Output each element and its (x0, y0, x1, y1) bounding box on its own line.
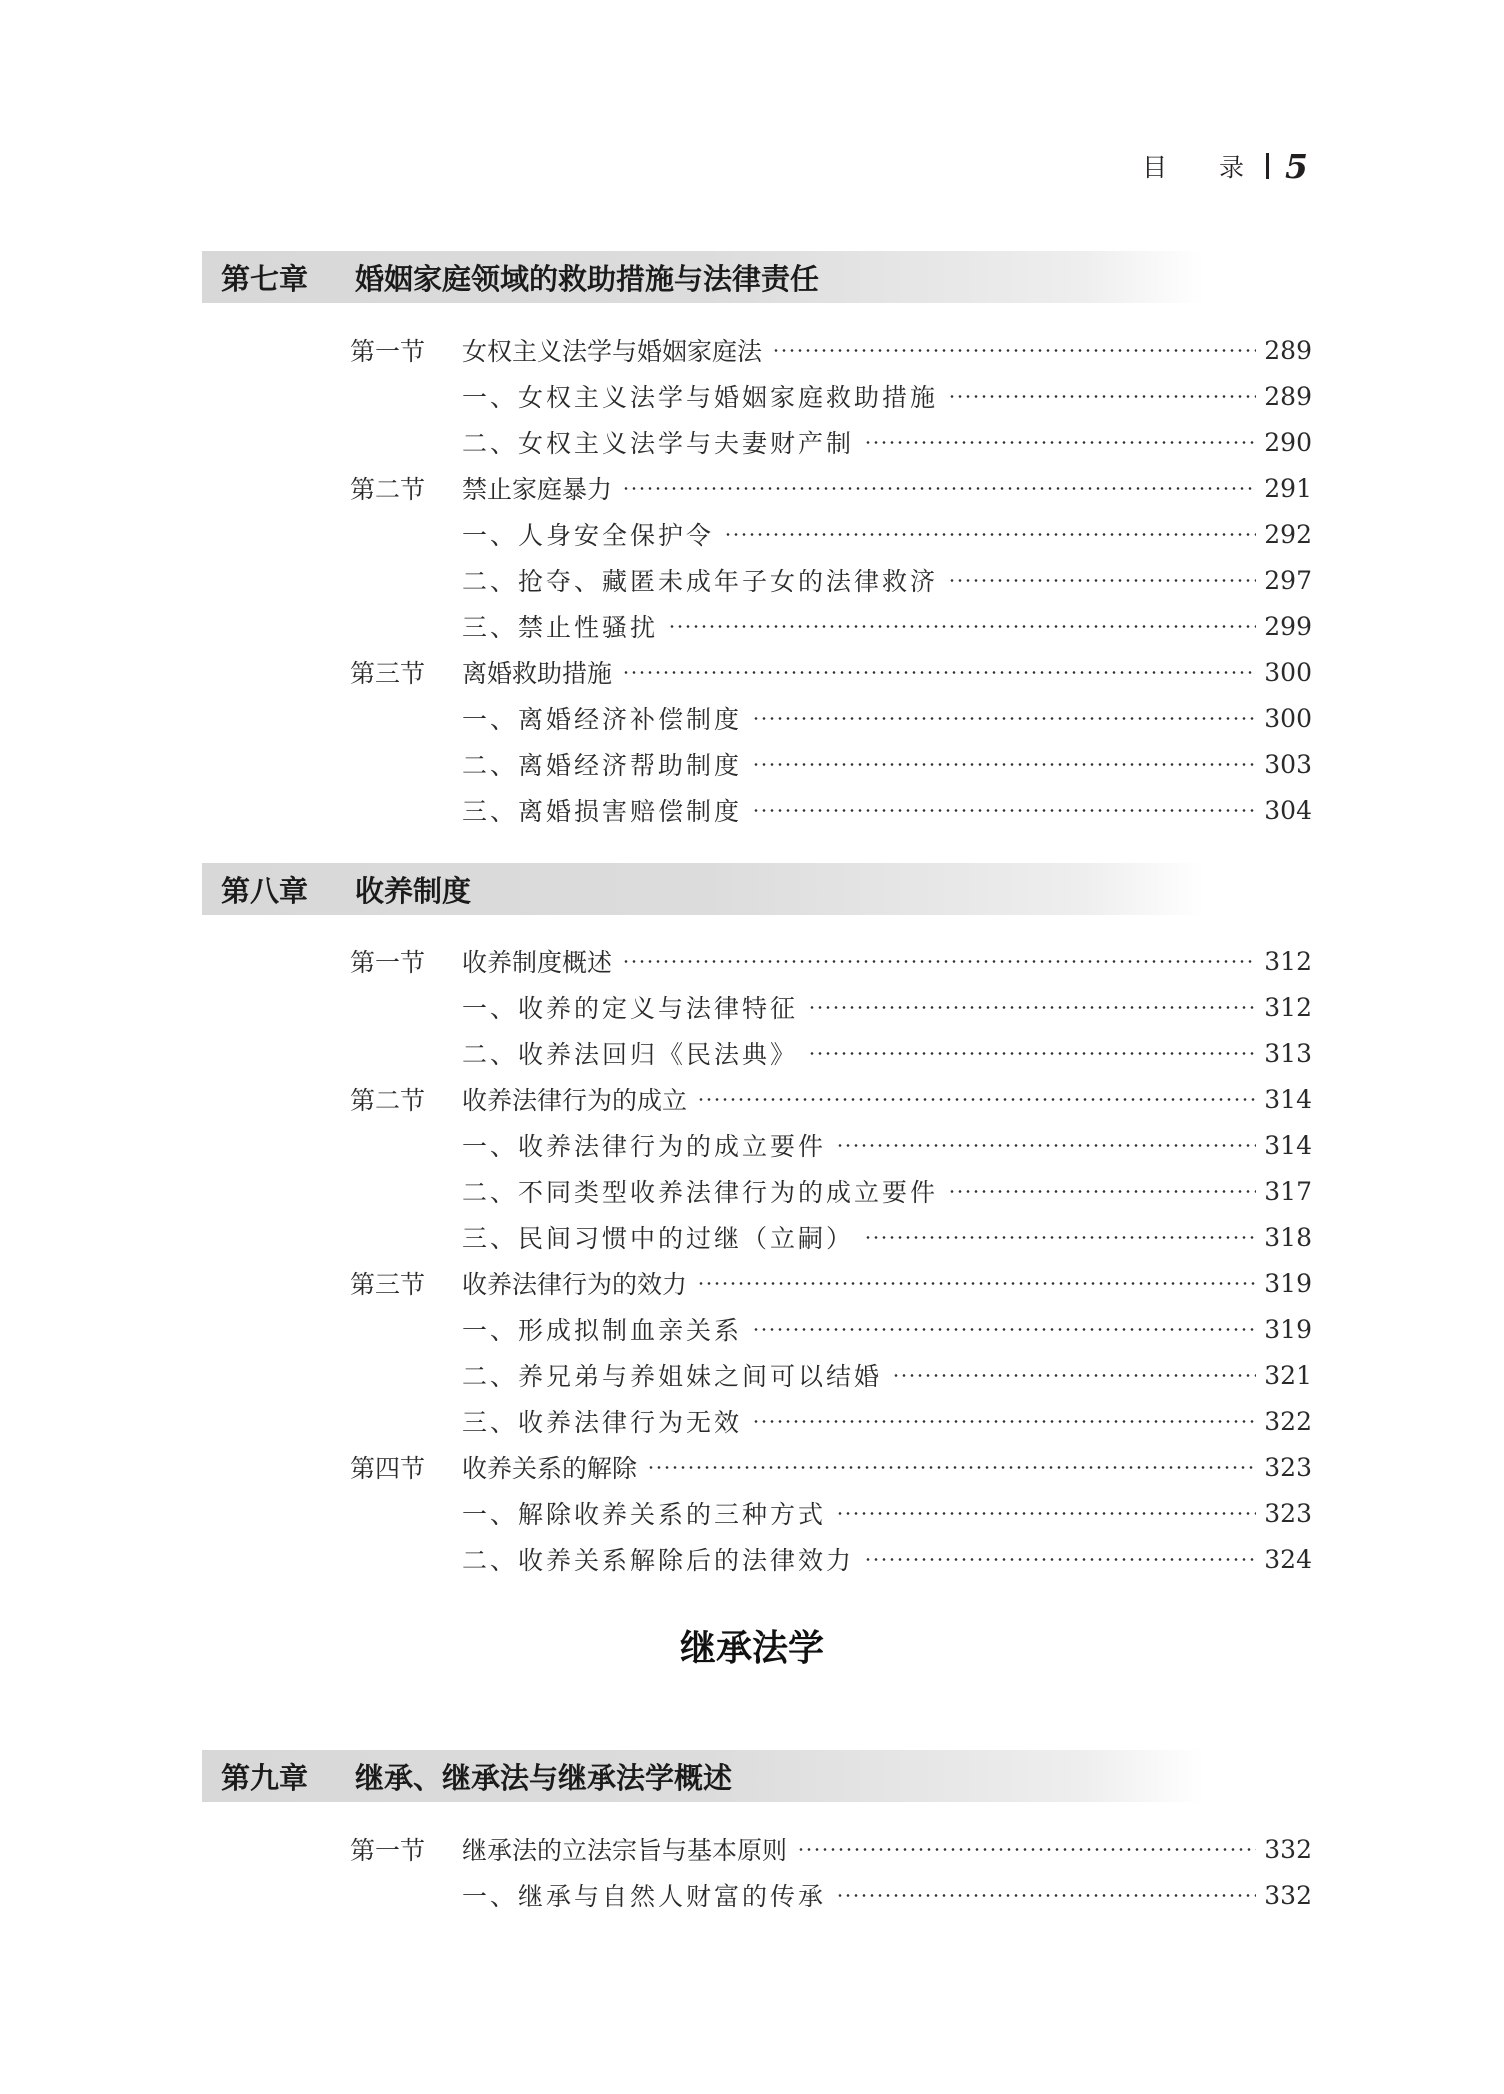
toc-item-entry[interactable] (462, 1171, 1312, 1211)
toc-section-entry[interactable] (350, 1447, 1312, 1487)
entry-title: 三、民间习惯中的过继（立嗣） (462, 1224, 855, 1253)
entry-page: 292 (1264, 519, 1312, 549)
entry-title: 离婚救助措施 (462, 659, 613, 688)
entry-title: 三、离婚损害赔偿制度 (462, 797, 743, 826)
section-label: 第一节 (350, 948, 426, 977)
entry-page: 312 (1264, 946, 1312, 976)
dot-leader (864, 1558, 1256, 1561)
entry-title: 收养关系的解除 (462, 1454, 638, 1483)
dot-leader (772, 349, 1256, 352)
entry-title: 禁止家庭暴力 (462, 475, 613, 504)
entry-title: 三、禁止性骚扰 (462, 613, 659, 642)
part-title: 继承法学 (679, 1628, 824, 1669)
entry-title: 收养制度概述 (462, 948, 613, 977)
entry-page: 304 (1264, 795, 1312, 825)
toc-item-entry[interactable] (462, 1033, 1312, 1073)
chapter-number: 第八章 (221, 873, 309, 908)
entry-title: 二、养兄弟与养姐妹之间可以结婚 (462, 1362, 883, 1391)
page-number: 5 (1285, 146, 1308, 186)
entry-page: 323 (1264, 1452, 1312, 1482)
entry-page: 319 (1264, 1268, 1312, 1298)
entry-title: 收养法律行为的成立 (462, 1086, 688, 1115)
entry-title: 一、离婚经济补偿制度 (462, 705, 743, 734)
toc-item-entry[interactable] (462, 376, 1312, 416)
dot-leader (752, 1420, 1256, 1423)
section-label: 第三节 (350, 659, 426, 688)
entry-page: 299 (1264, 611, 1312, 641)
entry-title: 二、离婚经济帮助制度 (462, 751, 743, 780)
entry-page: 303 (1264, 749, 1312, 779)
entry-title: 二、抢夺、藏匿未成年子女的法律救济 (462, 567, 939, 596)
toc-item-entry[interactable] (462, 1355, 1312, 1395)
chapter-title: 收养制度 (355, 873, 472, 908)
toc-item-entry[interactable] (462, 744, 1312, 784)
chapter-title: 婚姻家庭领域的救助措施与法律责任 (355, 261, 820, 296)
entry-page: 300 (1264, 657, 1312, 687)
entry-page: 323 (1264, 1498, 1312, 1528)
dot-leader (948, 579, 1256, 582)
entry-title: 一、收养法律行为的成立要件 (462, 1132, 827, 1161)
dot-leader (836, 1512, 1256, 1515)
dot-leader (622, 960, 1256, 963)
dot-leader (948, 395, 1256, 398)
dot-leader (622, 671, 1256, 674)
entry-page: 314 (1264, 1130, 1312, 1160)
entry-title: 二、收养关系解除后的法律效力 (462, 1546, 855, 1575)
entry-page: 332 (1264, 1880, 1312, 1910)
dot-leader (697, 1098, 1256, 1101)
toc-item-entry[interactable] (462, 1401, 1312, 1441)
dot-leader (808, 1006, 1256, 1009)
toc-item-entry[interactable] (462, 422, 1312, 462)
dot-leader (752, 763, 1256, 766)
running-head-label: 目 录 (1142, 153, 1267, 182)
running-head-divider (1266, 153, 1269, 179)
running-head (1142, 148, 1308, 184)
entry-page: 324 (1264, 1544, 1312, 1574)
entry-title: 二、不同类型收养法律行为的成立要件 (462, 1178, 939, 1207)
entry-title: 继承法的立法宗旨与基本原则 (462, 1836, 788, 1865)
entry-title: 女权主义法学与婚姻家庭法 (462, 337, 763, 366)
toc-item-entry[interactable] (462, 1125, 1312, 1165)
chapter-heading (202, 1750, 1204, 1802)
entry-title: 一、解除收养关系的三种方式 (462, 1500, 827, 1529)
dot-leader (752, 809, 1256, 812)
entry-page: 313 (1264, 1038, 1312, 1068)
section-label: 第二节 (350, 475, 426, 504)
chapter-number: 第七章 (221, 261, 309, 296)
dot-leader (864, 441, 1256, 444)
toc-item-entry[interactable] (462, 1539, 1312, 1579)
toc-section-entry[interactable] (350, 652, 1312, 692)
chapter-heading (202, 251, 1204, 303)
entry-page: 332 (1264, 1834, 1312, 1864)
chapter-heading (202, 863, 1204, 915)
dot-leader (622, 487, 1256, 490)
entry-title: 二、收养法回归《民法典》 (462, 1040, 799, 1069)
dot-leader (836, 1144, 1256, 1147)
section-label: 第四节 (350, 1454, 426, 1483)
toc-section-entry[interactable] (350, 1829, 1312, 1869)
dot-leader (836, 1894, 1256, 1897)
toc-section-entry[interactable] (350, 941, 1312, 981)
dot-leader (892, 1374, 1256, 1377)
toc-section-entry[interactable] (350, 468, 1312, 508)
section-label: 第一节 (350, 1836, 426, 1865)
dot-leader (808, 1052, 1256, 1055)
entry-title: 一、收养的定义与法律特征 (462, 994, 799, 1023)
dot-leader (724, 533, 1256, 536)
entry-page: 317 (1264, 1176, 1312, 1206)
section-label: 第二节 (350, 1086, 426, 1115)
entry-page: 289 (1264, 381, 1312, 411)
toc-item-entry[interactable] (462, 1493, 1312, 1533)
entry-title: 二、女权主义法学与夫妻财产制 (462, 429, 855, 458)
toc-section-entry[interactable] (350, 330, 1312, 370)
toc-item-entry[interactable] (462, 790, 1312, 830)
entry-page: 312 (1264, 992, 1312, 1022)
entry-page: 297 (1264, 565, 1312, 595)
section-label: 第一节 (350, 337, 426, 366)
entry-page: 291 (1264, 473, 1312, 503)
dot-leader (697, 1282, 1256, 1285)
toc-section-entry[interactable] (350, 1079, 1312, 1119)
entry-page: 319 (1264, 1314, 1312, 1344)
toc-section-entry[interactable] (350, 1263, 1312, 1303)
toc-item-entry[interactable] (462, 514, 1312, 554)
entry-title: 一、女权主义法学与婚姻家庭救助措施 (462, 383, 939, 412)
entry-title: 收养法律行为的效力 (462, 1270, 688, 1299)
entry-page: 321 (1264, 1360, 1312, 1390)
dot-leader (948, 1190, 1256, 1193)
section-label: 第三节 (350, 1270, 426, 1299)
toc-item-entry[interactable] (462, 1875, 1312, 1915)
entry-title: 一、继承与自然人财富的传承 (462, 1882, 827, 1911)
toc-item-entry[interactable] (462, 1309, 1312, 1349)
entry-title: 一、人身安全保护令 (462, 521, 715, 550)
chapter-number: 第九章 (221, 1760, 309, 1795)
toc-item-entry[interactable] (462, 987, 1312, 1027)
toc-item-entry[interactable] (462, 560, 1312, 600)
entry-title: 一、形成拟制血亲关系 (462, 1316, 743, 1345)
entry-page: 300 (1264, 703, 1312, 733)
entry-page: 314 (1264, 1084, 1312, 1114)
dot-leader (647, 1466, 1256, 1469)
dot-leader (668, 625, 1256, 628)
toc-item-entry[interactable] (462, 1217, 1312, 1257)
chapter-title: 继承、继承法与继承法学概述 (355, 1760, 733, 1795)
dot-leader (797, 1848, 1256, 1851)
entry-page: 318 (1264, 1222, 1312, 1252)
entry-page: 322 (1264, 1406, 1312, 1436)
entry-page: 289 (1264, 335, 1312, 365)
entry-page: 290 (1264, 427, 1312, 457)
dot-leader (752, 717, 1256, 720)
toc-item-entry[interactable] (462, 606, 1312, 646)
dot-leader (752, 1328, 1256, 1331)
dot-leader (864, 1236, 1256, 1239)
toc-item-entry[interactable] (462, 698, 1312, 738)
entry-title: 三、收养法律行为无效 (462, 1408, 743, 1437)
